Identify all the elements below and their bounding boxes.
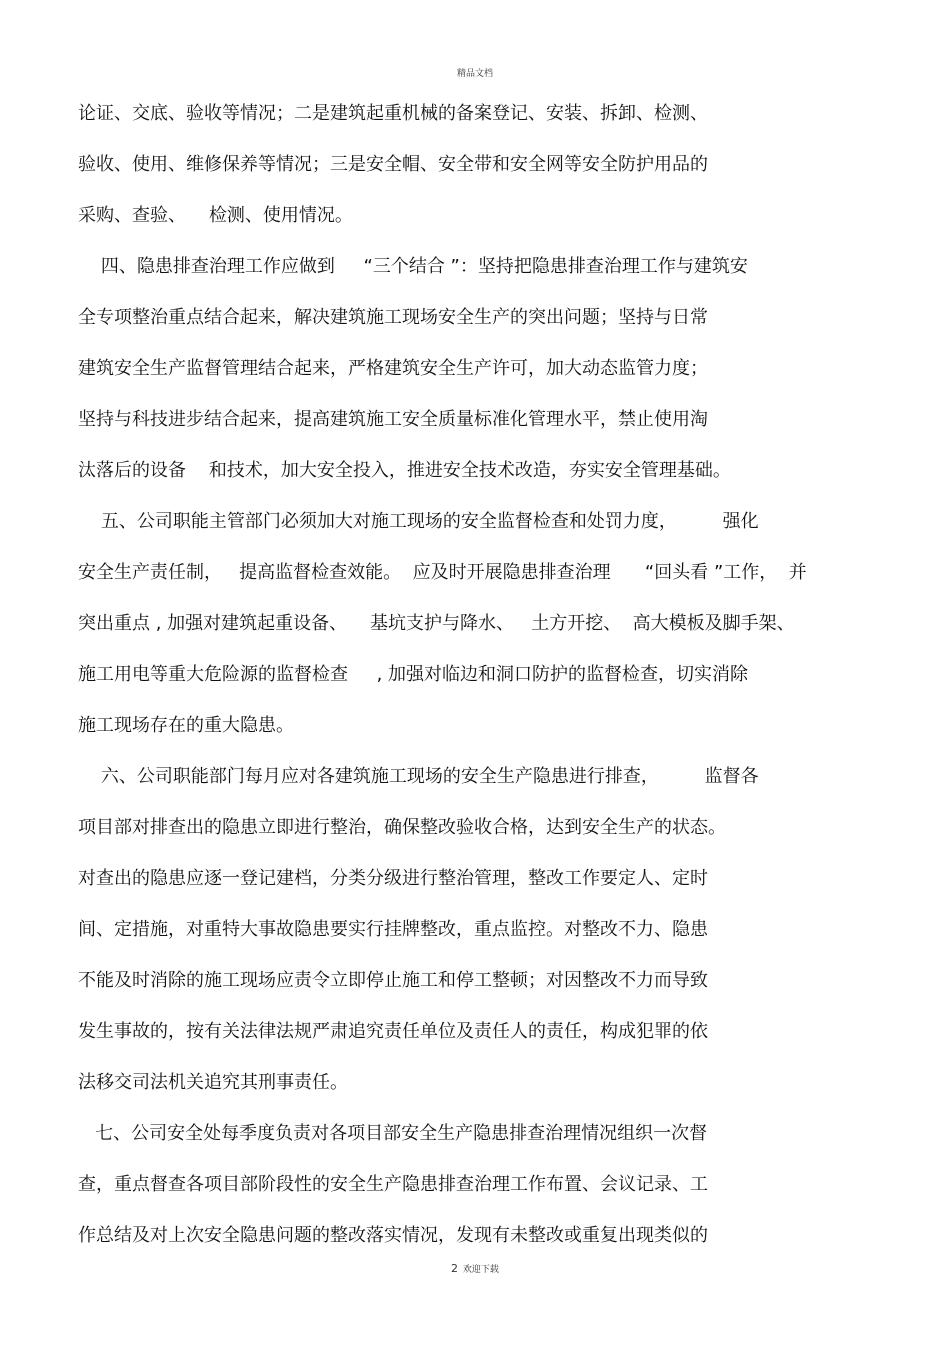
text-line: 四、隐患排查治理工作应做到 “三个结合 ”：坚持把隐患排查治理工作与建筑安 xyxy=(78,256,748,277)
text-line: 不能及时消除的施工现场应责令立即停止施工和停工整顿；对因整改不力而导致 xyxy=(78,970,708,991)
text-line: 对查出的隐患应逐一登记建档，分类分级进行整治管理，整改工作要定人、定时 xyxy=(78,868,708,889)
text-line: 查，重点督查各项目部阶段性的安全生产隐患排查治理工作布置、会议记录、工 xyxy=(78,1174,708,1195)
text-line: 七、公司安全处每季度负责对各项目部安全生产隐患排查治理情况组织一次督 xyxy=(78,1123,708,1144)
text-line: 安全生产责任制， 提高监督检查效能。 应及时开展隐患排查治理 “回头看 ”工作， 并 xyxy=(78,562,807,583)
page-number: 2 xyxy=(451,1262,459,1275)
text-line: 建筑安全生产监督管理结合起来，严格建筑安全生产许可，加大动态监管力度； xyxy=(78,358,708,379)
text-line: 采购、查验、 检测、使用情况。 xyxy=(78,205,353,226)
text-line: 作总结及对上次安全隐患问题的整改落实情况，发现有未整改或重复出现类似的 xyxy=(78,1225,708,1246)
text-line: 六、公司职能部门每月应对各建筑施工现场的安全生产隐患进行排查， 监督各 xyxy=(78,766,759,787)
text-line: 项目部对排查出的隐患立即进行整治，确保整改验收合格，达到安全生产的状态。 xyxy=(78,817,726,838)
text-line: 汰落后的设备 和技术，加大安全投入，推进安全技术改造，夯实安全管理基础。 xyxy=(78,460,731,481)
text-line: 验收、使用、维修保养等情况；三是安全帽、安全带和安全网等安全防护用品的 xyxy=(78,154,708,175)
text-line: 间、定措施，对重特大事故隐患要实行挂牌整改，重点监控。对整改不力、隐患 xyxy=(78,919,708,940)
page-footer xyxy=(0,1262,950,1275)
text-line: 法移交司法机关追究其刑事责任。 xyxy=(78,1072,348,1093)
text-line: 五、公司职能主管部门必须加大对施工现场的安全监督检查和处罚力度， 强化 xyxy=(78,511,759,532)
page-header: 精品文档 xyxy=(456,69,493,79)
text-line: 全专项整治重点结合起来，解决建筑施工现场安全生产的突出问题；坚持与日常 xyxy=(78,307,708,328)
text-line: 施工用电等重大危险源的监督检查 , 加强对临边和洞口防护的监督检查，切实消除 xyxy=(78,664,749,685)
footer-text: 欢迎下载 xyxy=(462,1265,499,1275)
text-line: 施工现场存在的重大隐患。 xyxy=(78,715,294,736)
text-line: 突出重点 , 加强对建筑起重设备、 基坑支护与降水、 土方开挖、 高大模板及脚手架、 xyxy=(78,613,795,634)
document-body xyxy=(78,96,858,1269)
text-line: 论证、交底、验收等情况；二是建筑起重机械的备案登记、安装、拆卸、检测、 xyxy=(78,103,708,124)
text-line: 发生事故的，按有关法律法规严肃追究责任单位及责任人的责任，构成犯罪的依 xyxy=(78,1021,708,1042)
text-line: 坚持与科技进步结合起来，提高建筑施工安全质量标准化管理水平，禁止使用淘 xyxy=(78,409,708,430)
